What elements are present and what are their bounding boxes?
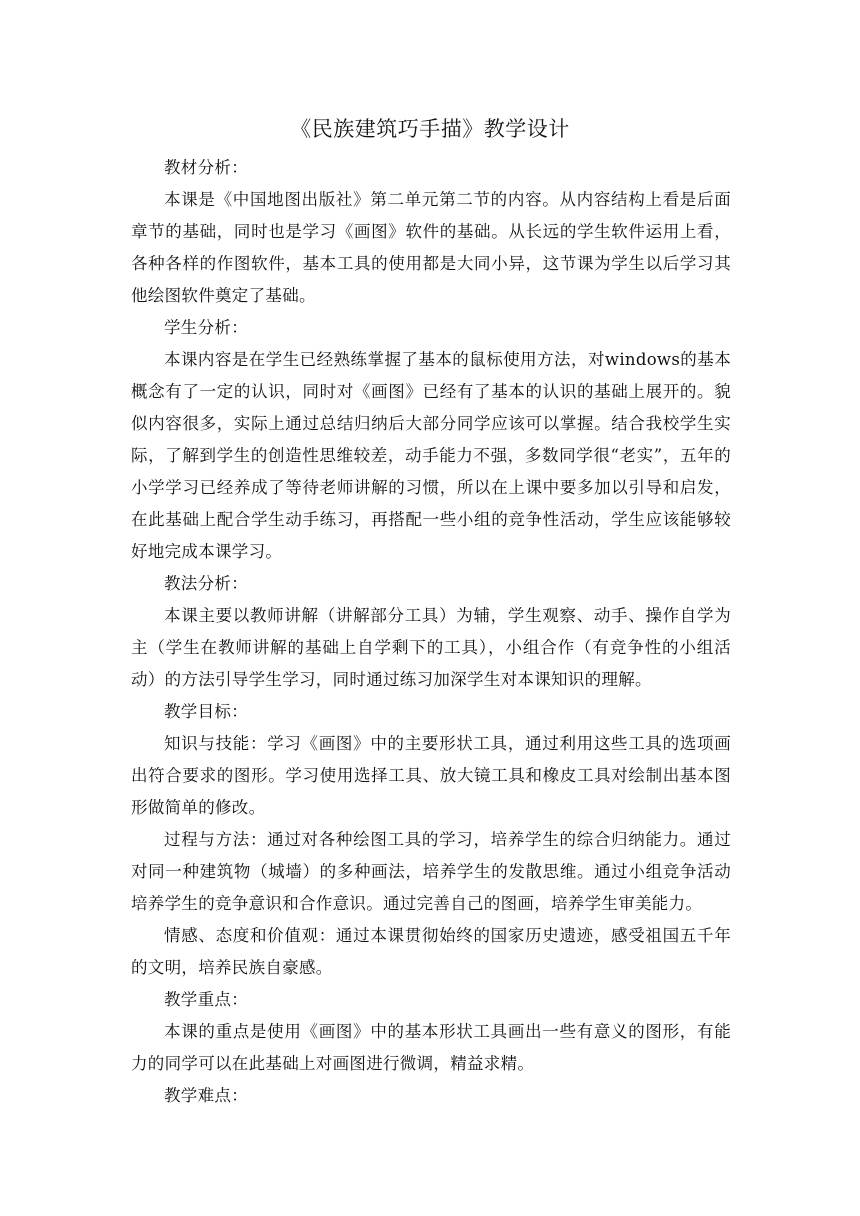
- paragraph-textbook-analysis: 本课是《中国地图出版社》第二单元第二节的内容。从内容结构上看是后面章节的基础，同时也是学习《画图》软件的基础。从长远的学生软件运用上看，各种各样的作图软件，基本工具的使用都是大同小异，这节课为学生以后学习其他绘图软件奠定了基础。: [131, 190, 731, 305]
- section-heading-teaching-goals: 教学目标：: [164, 702, 248, 721]
- paragraph-goal-emotion-values: 情感、态度和价值观：通过本课贯彻始终的国家历史遗迹，感受祖国五千年的文明，培养民族自豪感。: [131, 926, 731, 977]
- section-heading-difficult-points: 教学难点：: [164, 1086, 248, 1105]
- paragraph-goal-knowledge-skills: 知识与技能：学习《画图》中的主要形状工具，通过利用这些工具的选项画出符合要求的图形。学习使用选择工具、放大镜工具和橡皮工具对绘制出基本图形做简单的修改。: [131, 734, 731, 817]
- section-heading-teaching-method: 教法分析：: [164, 574, 248, 593]
- page-title: 《民族建筑巧手描》教学设计: [290, 117, 570, 141]
- section-heading-textbook-analysis: 教材分析：: [164, 158, 248, 177]
- paragraph-key-points: 本课的重点是使用《画图》中的基本形状工具画出一些有意义的图形，有能力的同学可以在此基础上对画图进行微调，精益求精。: [131, 1022, 731, 1073]
- paragraph-goal-process-method: 过程与方法：通过对各种绘图工具的学习，培养学生的综合归纳能力。通过对同一种建筑物（城墙）的多种画法，培养学生的发散思维。通过小组竞争活动培养学生的竞争意识和合作意识。通过完善自己的图画，培养学生审美能力。: [131, 830, 731, 913]
- paragraph-student-analysis: 本课内容是在学生已经熟练掌握了基本的鼠标使用方法，对windows的基本概念有了一定的认识，同时对《画图》已经有了基本的认识的基础上展开的。貌似内容很多，实际上通过总结归纳后大部分同学应该可以掌握。结合我校学生实际，了解到学生的创造性思维较差，动手能力不强，多数同学很“老实”，五年的小学学习已经养成了等待老师讲解的习惯，所以在上课中要多加以引导和启发，在此基础上配合学生动手练习，再搭配一些小组的竞争性活动，学生应该能够较好地完成本课学习。: [131, 350, 731, 561]
- document-body: [131, 152, 731, 1112]
- section-heading-student-analysis: 学生分析：: [164, 318, 248, 337]
- paragraph-teaching-method: 本课主要以教师讲解（讲解部分工具）为辅，学生观察、动手、操作自学为主（学生在教师讲解的基础上自学剩下的工具），小组合作（有竞争性的小组活动）的方法引导学生学习，同时通过练习加深学生对本课知识的理解。: [131, 606, 731, 689]
- section-heading-key-points: 教学重点：: [164, 990, 248, 1009]
